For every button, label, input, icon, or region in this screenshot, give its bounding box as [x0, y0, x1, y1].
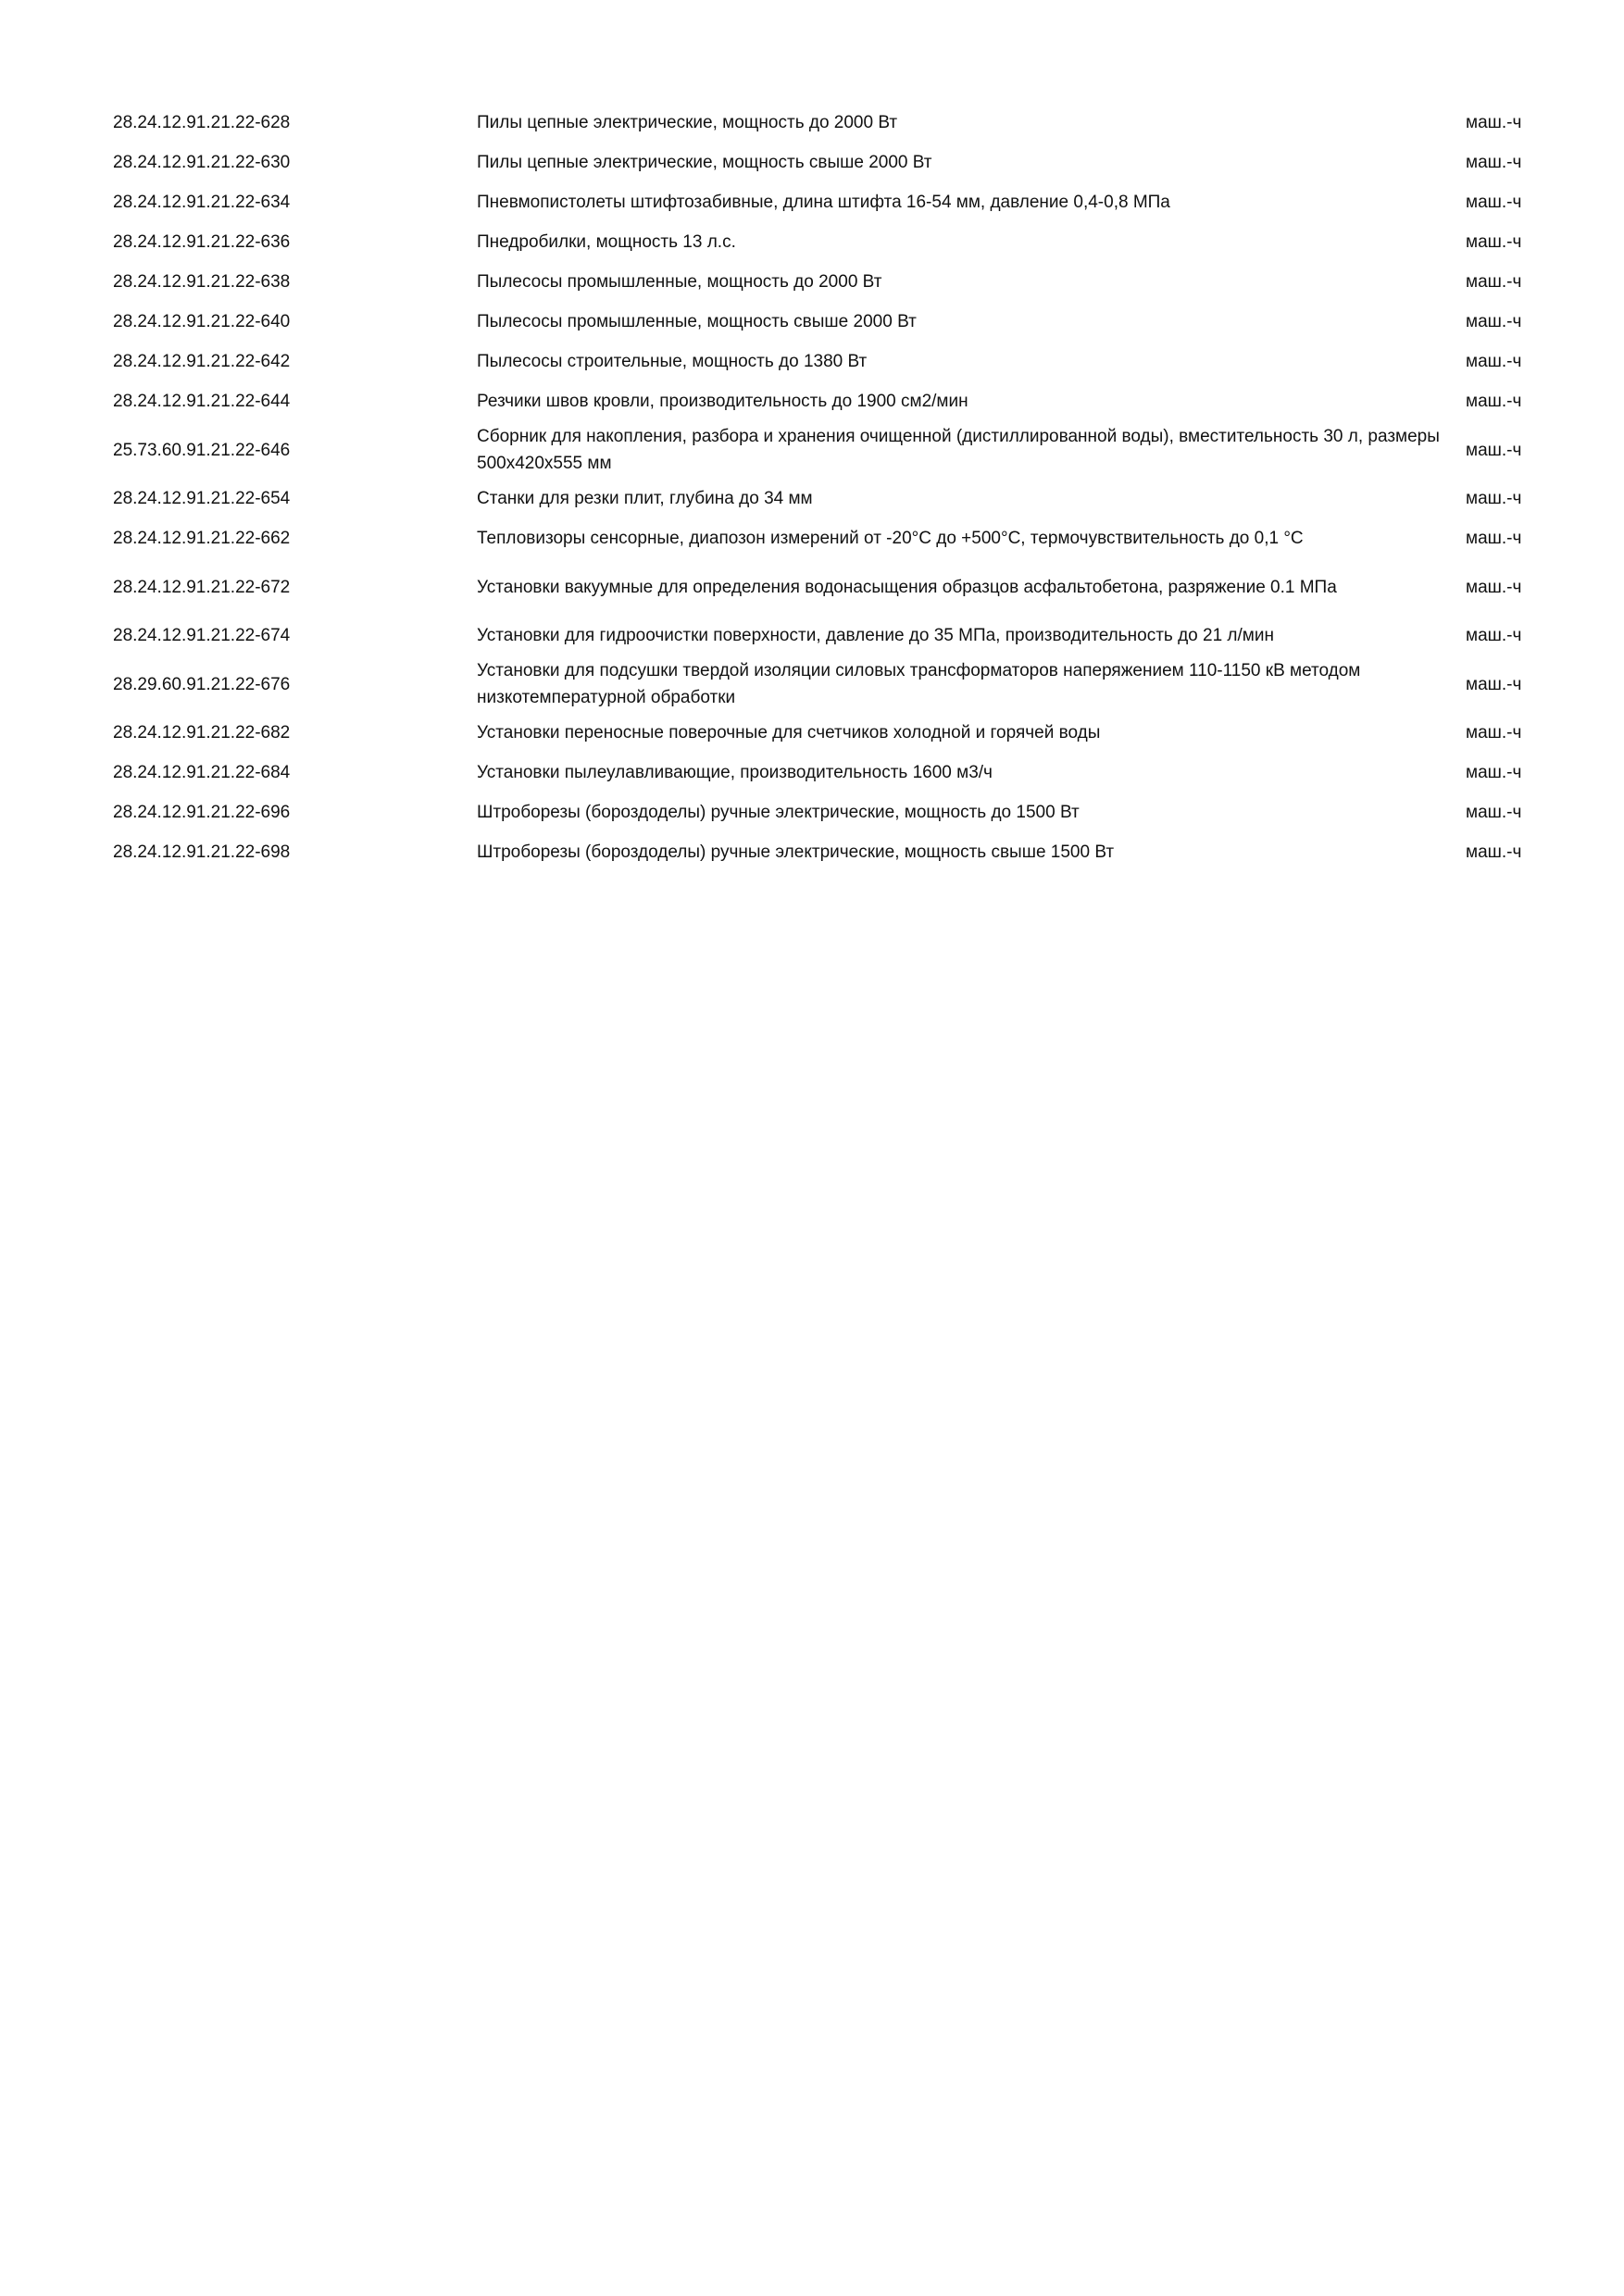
- row-name: Резчики швов кровли, производительность до 1900 см2/мин: [477, 392, 968, 411]
- row-name: Пылесосы промышленные, мощность до 2000 Вт: [477, 272, 882, 292]
- table-row: [113, 479, 1557, 518]
- row-unit: маш.-ч: [1466, 674, 1522, 694]
- table-row: [113, 753, 1557, 792]
- row-unit: маш.-ч: [1466, 723, 1522, 742]
- row-code: 28.24.12.91.21.22-662: [113, 529, 291, 548]
- row-code: 28.24.12.91.21.22-644: [113, 392, 291, 411]
- row-unit: маш.-ч: [1466, 312, 1522, 331]
- row-code: 28.24.12.91.21.22-642: [113, 352, 291, 371]
- row-name: Сборник для накопления, разбора и хранения очищенной (дистиллированной воды), вместительность 30 л, размеры 500х420х555 мм: [477, 427, 1440, 473]
- row-name: Установки для гидроочистки поверхности, давление до 35 МПа, производительность до 21 л/мин: [477, 626, 1274, 645]
- table-row: [113, 558, 1557, 616]
- table-row: [113, 792, 1557, 832]
- table-row: [113, 832, 1557, 872]
- row-code: 28.24.12.91.21.22-638: [113, 272, 291, 292]
- row-code: 28.24.12.91.21.22-684: [113, 763, 291, 782]
- table-row: [113, 182, 1557, 222]
- row-name: Установки для подсушки твердой изоляции силовых трансформаторов наперяжением 110-1150 кВ методом низкотемпературной обработки: [477, 661, 1361, 707]
- row-code: 25.73.60.91.21.22-646: [113, 440, 291, 460]
- row-name: Пилы цепные электрические, мощность до 2000 Вт: [477, 113, 898, 132]
- table-row: [113, 421, 1557, 479]
- table-row: [113, 262, 1557, 302]
- row-unit: маш.-ч: [1466, 153, 1522, 172]
- table-row: [113, 222, 1557, 262]
- row-code: 28.24.12.91.21.22-696: [113, 803, 291, 822]
- row-code: 28.24.12.91.21.22-672: [113, 577, 291, 597]
- row-code: 28.24.12.91.21.22-630: [113, 153, 291, 172]
- row-unit: маш.-ч: [1466, 489, 1522, 508]
- row-name: Пылесосы промышленные, мощность свыше 2000 Вт: [477, 312, 917, 331]
- row-code: 28.24.12.91.21.22-698: [113, 842, 291, 862]
- machines-table: [113, 103, 1557, 872]
- row-code: 28.24.12.91.21.22-682: [113, 723, 291, 742]
- row-code: 28.24.12.91.21.22-628: [113, 113, 291, 132]
- table-row: [113, 342, 1557, 381]
- row-code: 28.24.12.91.21.22-634: [113, 193, 291, 212]
- row-code: 28.24.12.91.21.22-654: [113, 489, 291, 508]
- row-unit: маш.-ч: [1466, 803, 1522, 822]
- table-row: [113, 381, 1557, 421]
- table-row: [113, 518, 1557, 558]
- table-row: [113, 302, 1557, 342]
- row-name: Тепловизоры сенсорные, диапозон измерений от -20°С до +500°С, термочувствительность до 0,1 °С: [477, 529, 1304, 548]
- row-unit: маш.-ч: [1466, 440, 1522, 460]
- row-unit: маш.-ч: [1466, 232, 1522, 252]
- row-unit: маш.-ч: [1466, 626, 1522, 645]
- row-unit: маш.-ч: [1466, 272, 1522, 292]
- table-row: [113, 616, 1557, 655]
- row-code: 28.24.12.91.21.22-636: [113, 232, 291, 252]
- row-code: 28.24.12.91.21.22-674: [113, 626, 291, 645]
- row-name: Станки для резки плит, глубина до 34 мм: [477, 489, 813, 508]
- table-row: [113, 713, 1557, 753]
- row-name: Установки переносные поверочные для счетчиков холодной и горячей воды: [477, 723, 1101, 742]
- row-unit: маш.-ч: [1466, 763, 1522, 782]
- row-unit: маш.-ч: [1466, 352, 1522, 371]
- row-name: Штроборезы (бороздоделы) ручные электрические, мощность до 1500 Вт: [477, 803, 1080, 822]
- row-name: Пылесосы строительные, мощность до 1380 Вт: [477, 352, 868, 371]
- row-name: Штроборезы (бороздоделы) ручные электрические, мощность свыше 1500 Вт: [477, 842, 1115, 862]
- row-unit: маш.-ч: [1466, 193, 1522, 212]
- row-name: Пилы цепные электрические, мощность свыше 2000 Вт: [477, 153, 932, 172]
- row-unit: маш.-ч: [1466, 529, 1522, 548]
- table-row: [113, 655, 1557, 713]
- row-code: 28.29.60.91.21.22-676: [113, 674, 291, 694]
- row-unit: маш.-ч: [1466, 392, 1522, 411]
- row-name: Пнедробилки, мощность 13 л.с.: [477, 232, 736, 252]
- row-name: Пневмопистолеты штифтозабивные, длина штифта 16-54 мм, давление 0,4-0,8 МПа: [477, 193, 1170, 212]
- table-row: [113, 143, 1557, 182]
- row-unit: маш.-ч: [1466, 842, 1522, 862]
- row-code: 28.24.12.91.21.22-640: [113, 312, 291, 331]
- row-unit: маш.-ч: [1466, 113, 1522, 132]
- table-row: [113, 103, 1557, 143]
- row-name: Установки вакуумные для определения водонасыщения образцов асфальтобетона, разряжение 0.1 МПа: [477, 577, 1337, 597]
- row-unit: маш.-ч: [1466, 577, 1522, 597]
- row-name: Установки пылеулавливающие, производительность 1600 м3/ч: [477, 763, 993, 782]
